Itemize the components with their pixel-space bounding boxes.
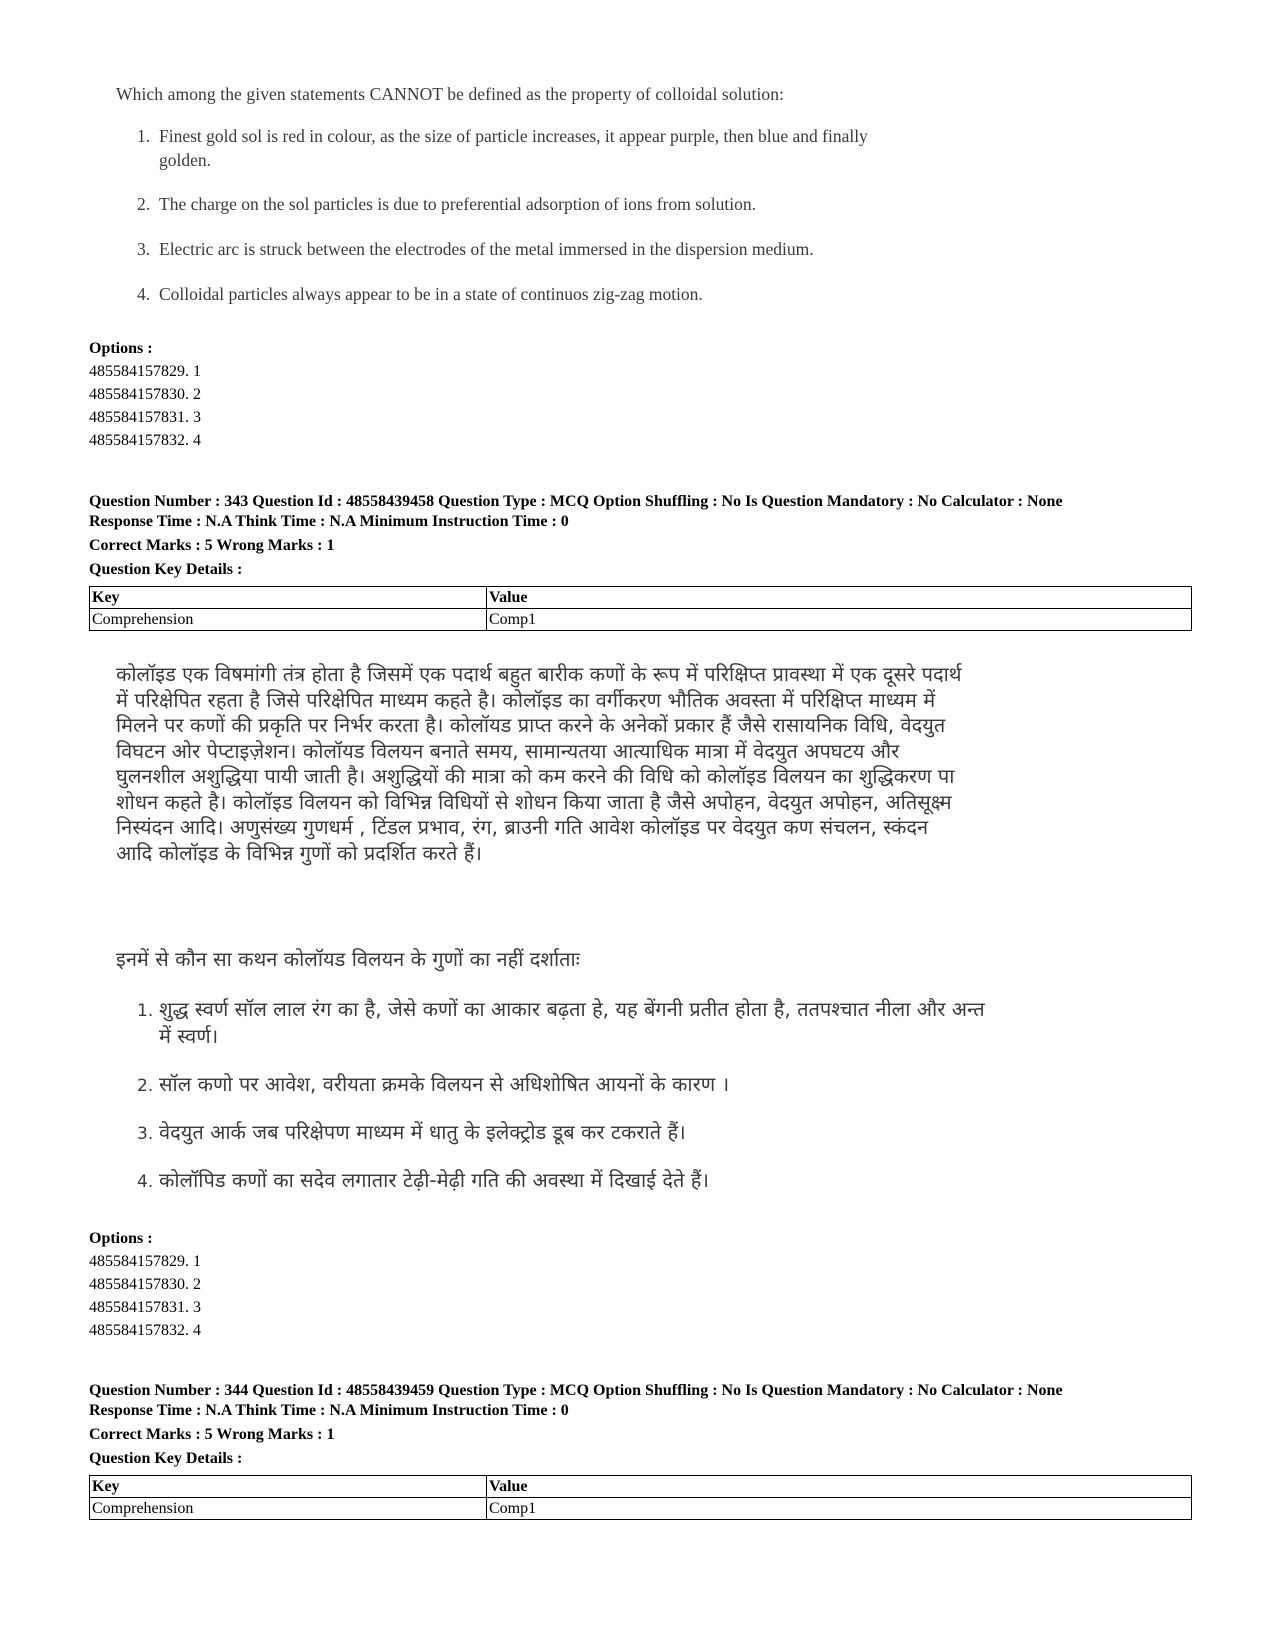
option-line: 485584157831. 3: [89, 409, 201, 426]
options-block-1: [89, 338, 201, 452]
table-header-row: [90, 587, 1192, 609]
hindi-statement-2: 2. सॉल कणो पर आवेश, वरीयता क्रमके विलयन से अधिशोषित आयनों के कारण ।: [137, 1072, 730, 1096]
hindi-statement-4: 4. कोलॉपिड कणों का सदेव लगातार टेढ़ी-मेढ़ी गति की अवस्था में दिखाई देते हैं।: [137, 1168, 709, 1192]
hindi-passage: [116, 662, 996, 866]
hindi-passage-line: मिलने पर कणों की प्रकृति पर निर्भर करता है। कोलॉयड प्राप्त करने के अनेकों प्रकार हैं जैसे रासायनिक विधि, वेदयुत: [116, 713, 946, 737]
question-343-meta: [89, 492, 1063, 580]
hindi-passage-line: शोधन कहते है। कोलॉइड विलयन को विभिन्न विधियों से शोधन किया जाता है जैसे अपोहन, वेदयुत अपोहन, अतिसूक्ष्म: [116, 789, 952, 814]
options-block-2: [89, 1228, 201, 1342]
option-line: 485584157829. 1: [89, 363, 201, 380]
option-line: 485584157830. 2: [89, 1276, 201, 1293]
hindi-passage-line: घुलनशील अशुद्धिया पायी जाती है। अशुद्धियों की मात्रा को कम करने की विधि को कोलॉइड विलयन का शुद्धिकरण पा: [116, 764, 955, 788]
options-label: Options :: [89, 1230, 153, 1247]
table-header-row: [90, 1476, 1192, 1498]
key-details-label: Question Key Details :: [89, 1450, 243, 1467]
hindi-passage-line: विघटन ओर पेप्टाइज़ेशन। कोलॉयड विलयन बनाते समय, सामान्यतया आत्याधिक मात्रा में वेदयुत अपघटय और: [116, 738, 900, 763]
marks-line: Correct Marks : 5 Wrong Marks : 1: [89, 537, 335, 554]
statement-1-continuation: golden.: [159, 150, 212, 170]
statement-4: 4. Colloidal particles always appear to be in a state of continuos zig-zag motion.: [137, 284, 703, 304]
question-344-meta: [89, 1381, 1063, 1469]
hindi-passage-line: आदि कोलॉइड के विभिन्न गुणों को प्रदर्शित करते हैं।: [116, 840, 482, 865]
question-stem-hindi: इनमें से कौन सा कथन कोलॉयड विलयन के गुणों का नहीं दर्शाताः: [116, 947, 580, 971]
key-details-table: [89, 1475, 1192, 1520]
table-row: [90, 1498, 1192, 1520]
table-cell-value: Comp1: [487, 609, 1192, 631]
table-header-value: Value: [487, 587, 1192, 609]
hindi-statement-3: 3. वेदयुत आर्क जब परिक्षेपण माध्यम में धातु के इलेक्ट्रोड डूब कर टकराते हैं।: [137, 1120, 686, 1144]
option-line: 485584157832. 4: [89, 1322, 201, 1339]
table-cell-key: Comprehension: [90, 609, 487, 631]
hindi-passage-line: निस्यंदन आदि। अणुसंख्य गुणधर्म , टिंडल प्रभाव, रंग, ब्राउनी गति आवेश कोलॉइड पर वेदयुत कण संचलन, स्कंदन: [116, 815, 929, 839]
options-label: Options :: [89, 340, 153, 357]
table-cell-value: Comp1: [487, 1498, 1192, 1520]
option-line: 485584157831. 3: [89, 1299, 201, 1316]
statement-1: 1. Finest gold sol is red in colour, as the size of particle increases, it appear purple, then blue and finally: [137, 126, 868, 146]
question-meta-line-2: Response Time : N.A Think Time : N.A Minimum Instruction Time : 0: [89, 513, 569, 530]
table-header-value: Value: [487, 1476, 1192, 1498]
key-details-label: Question Key Details :: [89, 561, 243, 578]
question-meta-line-1: Question Number : 343 Question Id : 48558439458 Question Type : MCQ Option Shuffling : No Is Question Mandatory : No Calculator : None: [89, 493, 1063, 510]
option-line: 485584157830. 2: [89, 386, 201, 403]
question-meta-line-2: Response Time : N.A Think Time : N.A Minimum Instruction Time : 0: [89, 1402, 569, 1419]
table-cell-key: Comprehension: [90, 1498, 487, 1520]
statement-2: 2. The charge on the sol particles is due to preferential adsorption of ions from solution.: [137, 194, 756, 214]
statement-3: 3. Electric arc is struck between the electrodes of the metal immersed in the dispersion medium.: [137, 239, 814, 259]
option-line: 485584157832. 4: [89, 432, 201, 449]
table-header-key: Key: [90, 587, 487, 609]
hindi-statement-1: 1. शुद्ध स्वर्ण सॉल लाल रंग का है, जेसे कणों का आकार बढ़ता हे, यह बेंगनी प्रतीत होता है, ततपश्चात नीला और अन्त: [137, 997, 985, 1021]
question-stem-english: Which among the given statements CANNOT be defined as the property of colloidal solution:: [116, 84, 785, 104]
question-meta-line-1: Question Number : 344 Question Id : 48558439459 Question Type : MCQ Option Shuffling : No Is Question Mandatory : No Calculator : None: [89, 1382, 1063, 1399]
hindi-passage-line: कोलॉइड एक विषमांगी तंत्र होता है जिसमें एक पदार्थ बहुत बारीक कणों के रूप में परिक्षिप्त प्रावस्था में एक दूसरे पदार्थ: [116, 662, 962, 686]
option-line: 485584157829. 1: [89, 1253, 201, 1270]
hindi-statement-1-continuation: में स्वर्ण।: [159, 1024, 219, 1048]
table-header-key: Key: [90, 1476, 487, 1498]
marks-line: Correct Marks : 5 Wrong Marks : 1: [89, 1426, 335, 1443]
hindi-passage-line: में परिक्षेपित रहता है जिसे परिक्षेपित माध्यम कहते है। कोलॉइड का वर्गीकरण भौतिक अवस्ता में परिक्षिप्त माध्यम में: [116, 687, 936, 712]
key-details-table: [89, 586, 1192, 631]
table-row: [90, 609, 1192, 631]
